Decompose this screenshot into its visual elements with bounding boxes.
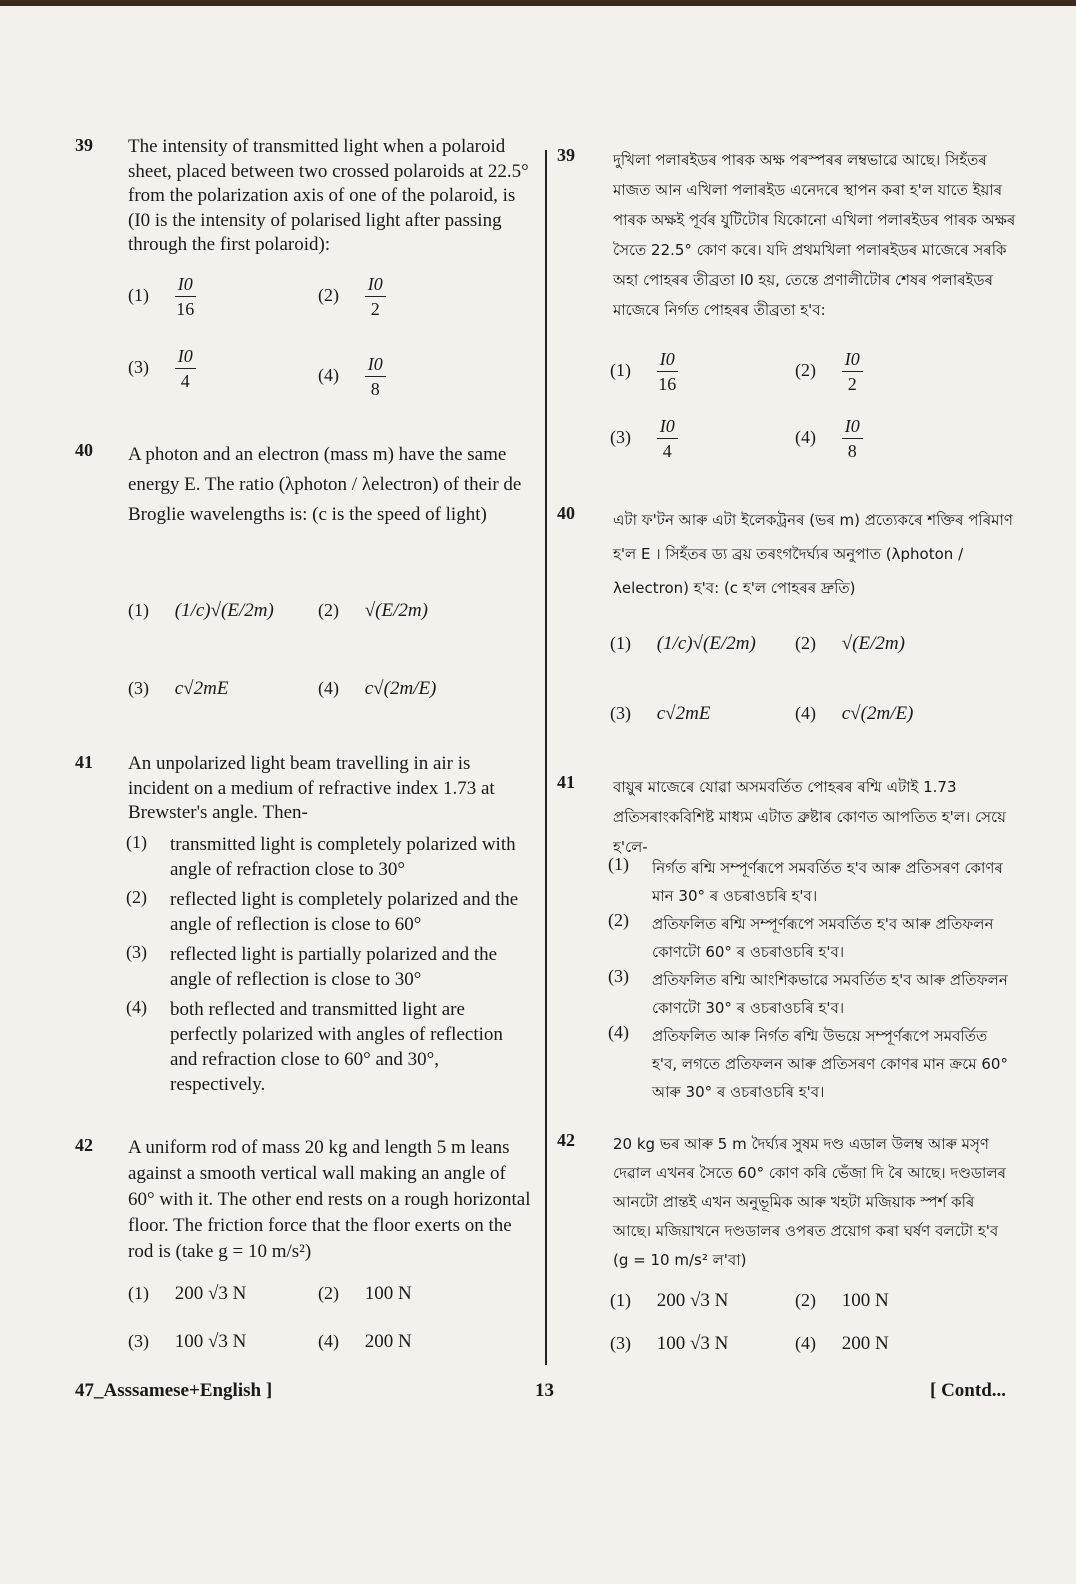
question-text: A photon and an electron (mass m) have the same energy E. The ratio (λphoton / λelectron) of their de Broglie wavelengths is: (c is the speed of light) [128,444,522,525]
question-text: বায়ুৰ মাজেৰে যোৱা অসমবৰ্তিত পোহৰৰ ৰশ্মি এটাই 1.73 প্ৰতিসৰাংকবিশিষ্ট মাধ্যম এটাত ব্ৰুষ্টাৰ কোণত আপতিত হ'ল। সেয়ে হ'লে- [613,778,1006,856]
option-1: (1) (1/c)√(E/2m) [128,600,274,621]
option-4: (4) 200 N [795,1333,889,1354]
question-number: 41 [75,752,93,772]
option-1: (1) নিৰ্গত ৰশ্মি সম্পূৰ্ণৰূপে সমবৰ্তিত হ'ব আৰু প্ৰতিসৰণ কোণৰ মান 30° ৰ ওচৰাওচৰি হ'ব। [608,854,1003,905]
option-2: (2) 100 N [318,1283,412,1304]
option-1: (1) 200 √3 N [128,1283,247,1304]
option-4: (4) both reflected and transmitted light are perfectly polarized with angles of reflection and refraction close to 60° and 30°, respectively. [126,997,503,1095]
question-text: An unpolarized light beam travelling in air is incident on a medium of refractive index 1.73 at Brewster's angle. Then- [128,753,495,823]
option-4: (4) c√(2m/E) [318,678,437,699]
question-number: 42 [557,1130,575,1150]
question-number: 41 [557,772,575,792]
option-3: (3) 100 √3 N [128,1331,247,1352]
option-3: (3) $\frac{I0}{4}$ [128,347,196,390]
option-1: (1) 200 √3 N [610,1290,729,1311]
option-3: (3) $\frac{I0}{4}$ [610,417,678,460]
option-1: (1) $\frac{I0}{16}$ [128,274,195,319]
option-4: (4) $\frac{I0}{8}$ [795,417,863,460]
option-1: (1) $\frac{I0}{16}$ [610,349,677,394]
question-number: 40 [75,440,93,460]
option-3: (3) c√2mE [610,703,711,724]
page-number: 13 [535,1380,554,1401]
question-number: 42 [75,1135,93,1155]
question-number: 40 [557,503,575,523]
option-1: (1) transmitted light is completely polarized with angle of refraction close to 30° [126,832,516,880]
footer-continued: [ Contd... [930,1380,1007,1401]
option-2: (2) √(E/2m) [795,633,905,654]
question-text: A uniform rod of mass 20 kg and length 5 m leans against a smooth vertical wall making an angle of 60° with it. The other end rests on a rough horizontal floor. The friction force that the floor exerts on the rod is (take g = 10 m/s²) [128,1137,531,1262]
scan-edge [0,0,1076,6]
option-2: (2) reflected light is completely polarized and the angle of reflection is close to 60° [126,887,519,935]
option-4: (4) c√(2m/E) [795,703,914,724]
option-3: (3) 100 √3 N [610,1333,729,1354]
option-2: (2) √(E/2m) [318,600,428,621]
option-2: (2) 100 N [795,1290,889,1311]
option-2: (2) $\frac{I0}{2}$ [318,275,386,318]
question-text: এটা ফ'টন আৰু এটা ইলেকট্ৰনৰ (ভৰ m) প্ৰত্যেকৰে শক্তিৰ পৰিমাণ হ'ল E । সিহঁতৰ ড্য ব্ৰয় তৰংগদৈৰ্ঘ্যৰ অনুপাত (λphoton / λelectron) হ'ব: (c হ'ল পোহৰৰ দ্ৰুতি) [613,511,1013,597]
option-4: (4) প্ৰতিফলিত আৰু নিৰ্গত ৰশ্মি উভয়ে সম্পূৰ্ণৰূপে সমবৰ্তিত হ'ব, লগতে প্ৰতিফলন আৰু প্ৰতিসৰণ কোণৰ মান ক্ৰমে 60° আৰু 30° ৰ ওচৰাওচৰি হ'ব। [608,1022,1008,1101]
option-3: (3) c√2mE [128,678,229,699]
question-text: 20 kg ভৰ আৰু 5 m দৈৰ্ঘ্যৰ সুষম দণ্ড এডাল উলম্ব আৰু মসৃণ দেৱাল এখনৰ সৈতে 60° কোণ কৰি ভেঁজা দি ৰৈ আছে। দণ্ডডালৰ আনটো প্ৰান্তই এখন অনুভূমিক আৰু খহটা মজিয়াক স্পৰ্শ কৰি আছে। মজিয়াখনে দণ্ডডালৰ ওপৰত প্ৰয়োগ কৰা ঘৰ্ষণ বলটো হ'ব (g = 10 m/s² ল'বা) [613,1135,1006,1269]
option-3: (3) প্ৰতিফলিত ৰশ্মি আংশিকভাৱে সমবৰ্তিত হ'ব আৰু প্ৰতিফলন কোণটো 30° ৰ ওচৰাওচৰি হ'ব। [608,966,1008,1017]
column-divider [545,150,547,1365]
option-4: (4) $\frac{I0}{8}$ [318,355,386,398]
option-4: (4) 200 N [318,1331,412,1352]
question-text: The intensity of transmitted light when a polaroid sheet, placed between two crossed polaroids at 22.5° from the polarization axis of one of the polaroid, is (I0 is the intensity of polarised light after passing through the first polaroid): [128,136,529,255]
question-number: 39 [557,145,575,165]
option-1: (1) (1/c)√(E/2m) [610,633,756,654]
option-2: (2) প্ৰতিফলিত ৰশ্মি সম্পূৰ্ণৰূপে সমবৰ্তিত হ'ব আৰু প্ৰতিফলন কোণটো 60° ৰ ওচৰাওচৰি হ'ব। [608,910,994,961]
question-number: 39 [75,135,93,155]
footer-paper-code: 47_Asssamese+English ] [75,1380,273,1401]
question-text: দুখিলা পলাৰইডৰ পাৰক অক্ষ পৰস্পৰৰ লম্বভাৱে আছে। সিহঁতৰ মাজত আন এখিলা পলাৰইড এনেদৰে স্থাপন কৰা হ'ল যাতে ইয়াৰ পাৰক অক্ষই পূৰ্বৰ যুটিটোৰ যিকোনো এখিলা পলাৰইডৰ পাৰক অক্ষৰ সৈতে 22.5° কোণ কৰে। যদি প্ৰথমখিলা পলাৰইডৰ মাজেৰে সৰকি অহা পোহৰৰ তীব্ৰতা I0 হয়, তেন্তে প্ৰণালীটোৰ শেষৰ পলাৰইডৰ মাজেৰে নিৰ্গত পোহৰৰ তীব্ৰতা হ'ব: [613,151,1016,319]
option-2: (2) $\frac{I0}{2}$ [795,350,863,393]
option-3: (3) reflected light is partially polarized and the angle of reflection is close to 30° [126,942,498,990]
